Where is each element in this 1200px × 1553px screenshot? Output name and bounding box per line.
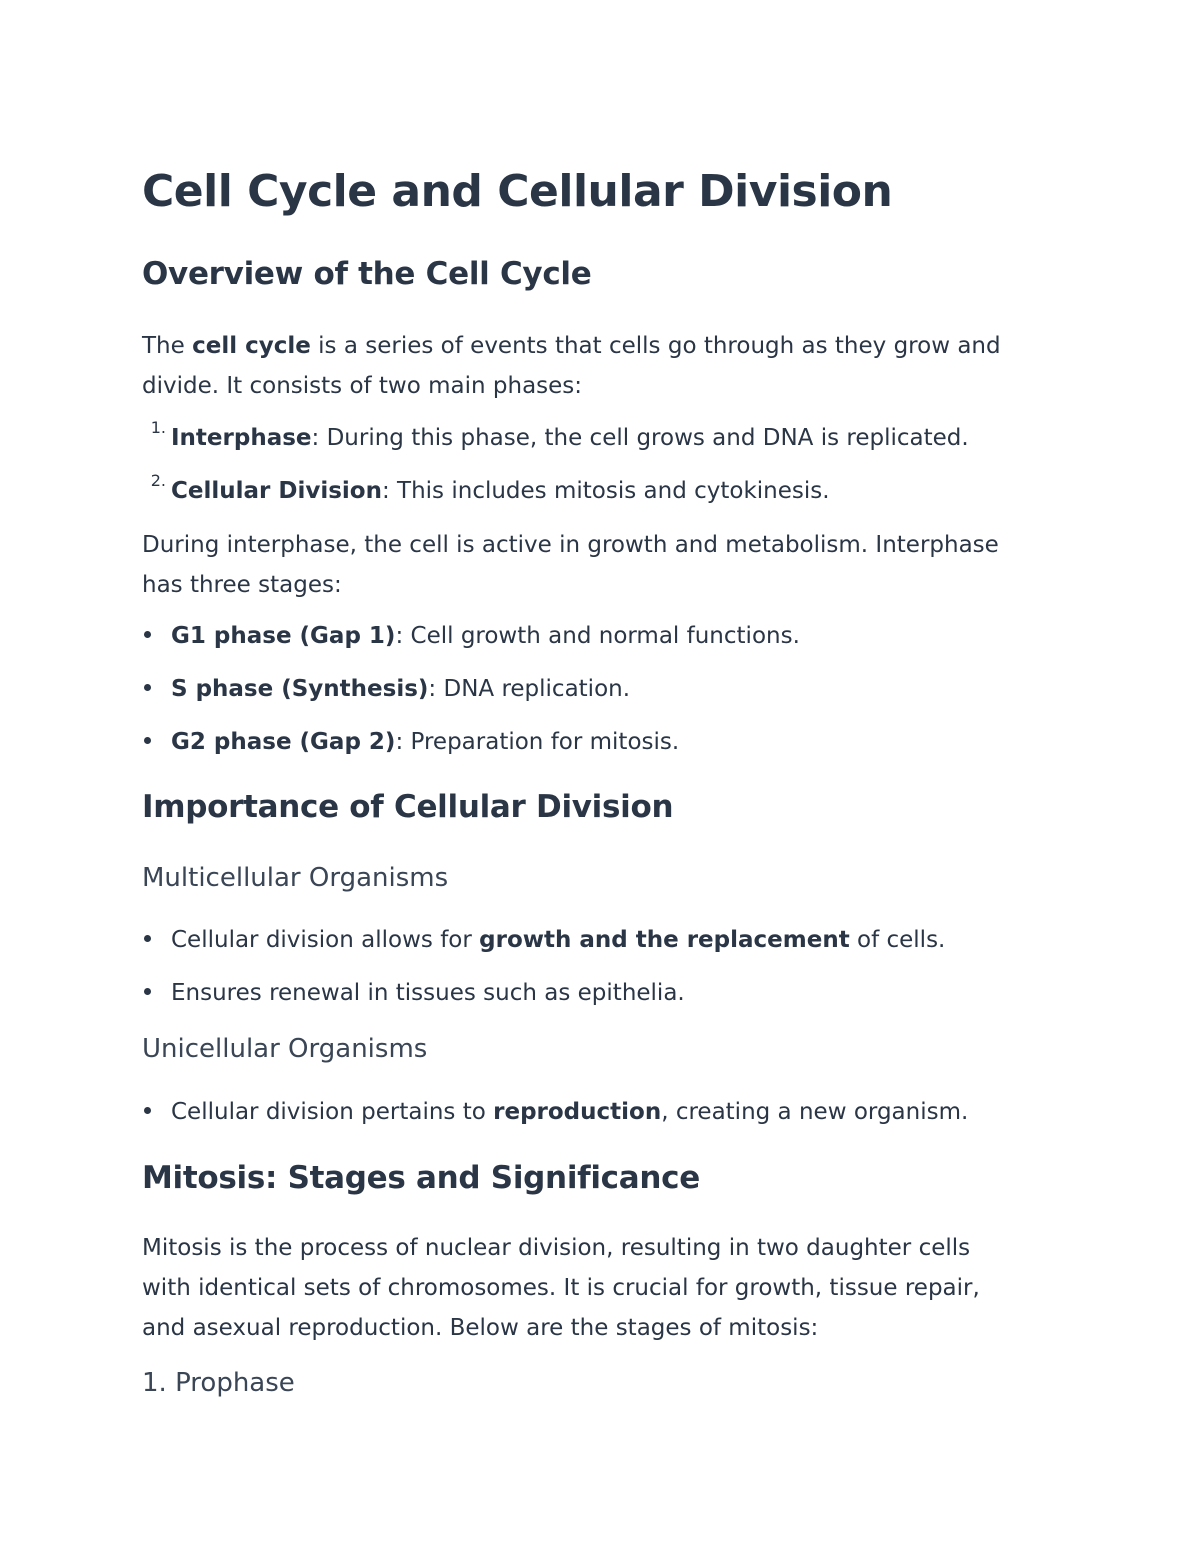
stage-list-item: S phase (Synthesis): DNA replication. [142,669,630,709]
unicellular-list-item: Cellular division pertains to reproduction, creating a new organism. [142,1092,968,1132]
mitosis-paragraph-line2: with identical sets of chromosomes. It is crucial for growth, tissue repair, [142,1275,980,1301]
section-heading-mitosis: Mitosis: Stages and Significance [142,1160,700,1196]
subheading-prophase: 1. Prophase [142,1368,295,1398]
section-heading-importance: Importance of Cellular Division [142,789,674,825]
mitosis-paragraph-line1: Mitosis is the process of nuclear division, resulting in two daughter cells [142,1235,971,1261]
subheading-unicellular: Unicellular Organisms [142,1034,428,1064]
bullet-icon [144,935,151,942]
bullet-icon [144,988,151,995]
interphase-paragraph-line2: has three stages: [142,572,342,598]
multicellular-list-item: Ensures renewal in tissues such as epithelia. [142,973,685,1013]
mitosis-paragraph-line3: and asexual reproduction. Below are the stages of mitosis: [142,1315,819,1341]
subheading-multicellular: Multicellular Organisms [142,863,449,893]
bullet-icon [144,684,151,691]
document-title: Cell Cycle and Cellular Division [142,166,893,217]
stage-list-item: G1 phase (Gap 1): Cell growth and normal functions. [142,616,800,656]
intro-paragraph-line1: The cell cycle is a series of events that cells go through as they grow and [142,333,1001,359]
stage-list-item: G2 phase (Gap 2): Preparation for mitosis. [142,722,679,762]
list-number: 2. [150,471,166,490]
section-heading-overview: Overview of the Cell Cycle [142,256,592,292]
interphase-paragraph-line1: During interphase, the cell is active in growth and metabolism. Interphase [142,532,999,558]
phase-list-item: 1. Interphase: During this phase, the cell grows and DNA is replicated. [142,418,969,458]
intro-paragraph-line2: divide. It consists of two main phases: [142,373,583,399]
bullet-icon [144,737,151,744]
phase-list-item: 2. Cellular Division: This includes mitosis and cytokinesis. [142,471,830,511]
bullet-icon [144,631,151,638]
bullet-icon [144,1107,151,1114]
multicellular-list-item: Cellular division allows for growth and the replacement of cells. [142,920,945,960]
list-number: 1. [150,418,166,437]
